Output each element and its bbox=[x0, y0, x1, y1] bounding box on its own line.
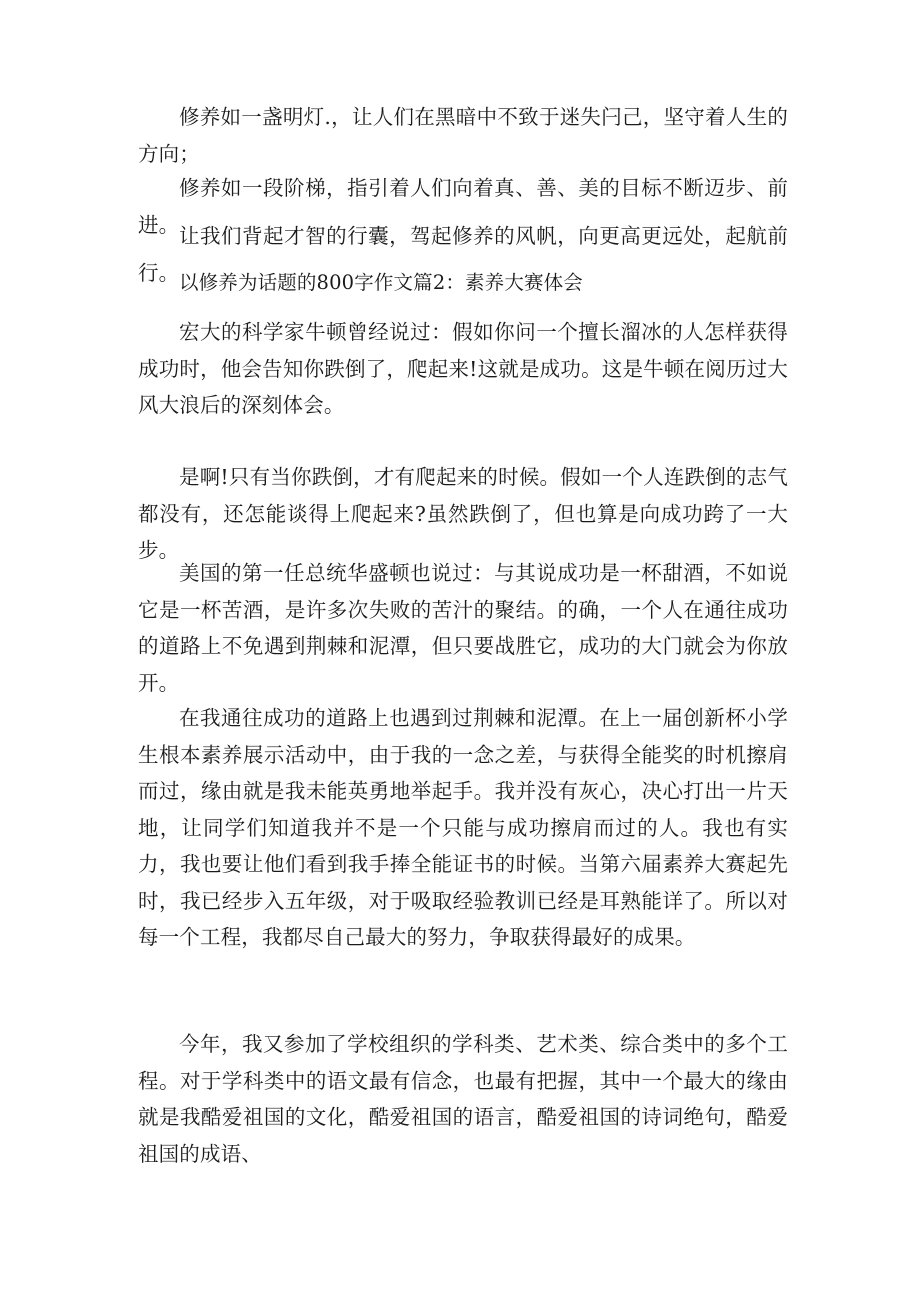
paragraph-sail: 让我们背起才智的行囊，驾起修养的风帆，向更高更远处，起航前行。 bbox=[138, 224, 788, 285]
section-heading: 以修养为话题的800字作文篇2：素养大赛体会 bbox=[179, 271, 583, 294]
paragraph-competition: 在我通往成功的道路上也遇到过荆棘和泥潭。在上一届创新杯小学生根本素养展示活动中，由于我的一念之差，与获得全能奖的时机擦肩而过，缘由就是我未能英勇地举起手。我并没有灰心，决心打出一片天地，让同学们知道我并不是一个只能与成功擦肩而过的人。我也有实力，我也要让他们看到我手捧全能证书的时候。当第六届素养大赛起先时，我已经步入五年级，对于吸取经验教训已经是耳熟能详了。所以对每一个工程，我都尽自己最大的努力，争取获得最好的成果。 bbox=[138, 706, 788, 949]
paragraph-ladder: 修养如一段阶梯，指引着人们向着真、善、美的目标不断迈步、前进。 bbox=[138, 176, 788, 237]
paragraph-lamp: 修养如一盏明灯.，让人们在黑暗中不致于迷失闩己，坚守着人生的方向； bbox=[138, 105, 788, 166]
paragraph-this-year: 今年，我又参加了学校组织的学科类、艺术类、综合类中的多个工程。对于学科类中的语文最有信念，也最有把握，其中一个最大的缘由就是我酷爱祖国的文化，酷爱祖国的语言，酷爱祖国的诗词绝句，酷爱祖国的成语、 bbox=[138, 1032, 788, 1166]
paragraph-newton: 宏大的科学家牛顿曾经说过：假如你问一个擅长溜冰的人怎样获得成功时，他会告知你跌倒了，爬起来!这就是成功。这是牛顿在阅历过大风大浪后的深刻体会。 bbox=[138, 320, 788, 417]
paragraph-washington: 美国的第一任总统华盛顿也说过：与其说成功是一杯甜酒，不如说它是一杯苦酒，是许多次失败的苦汁的聚结。的确，一个人在通往成功的道路上不免遇到荆棘和泥潭，但只要战胜它，成功的大门就会为你放开。 bbox=[138, 561, 788, 695]
paragraph-fall-rise: 是啊!只有当你跌倒，才有爬起来的时候。假如一个人连跌倒的志气都没有，还怎能谈得上爬起来?虽然跌倒了，但也算是向成功跨了一大步。 bbox=[138, 465, 788, 562]
